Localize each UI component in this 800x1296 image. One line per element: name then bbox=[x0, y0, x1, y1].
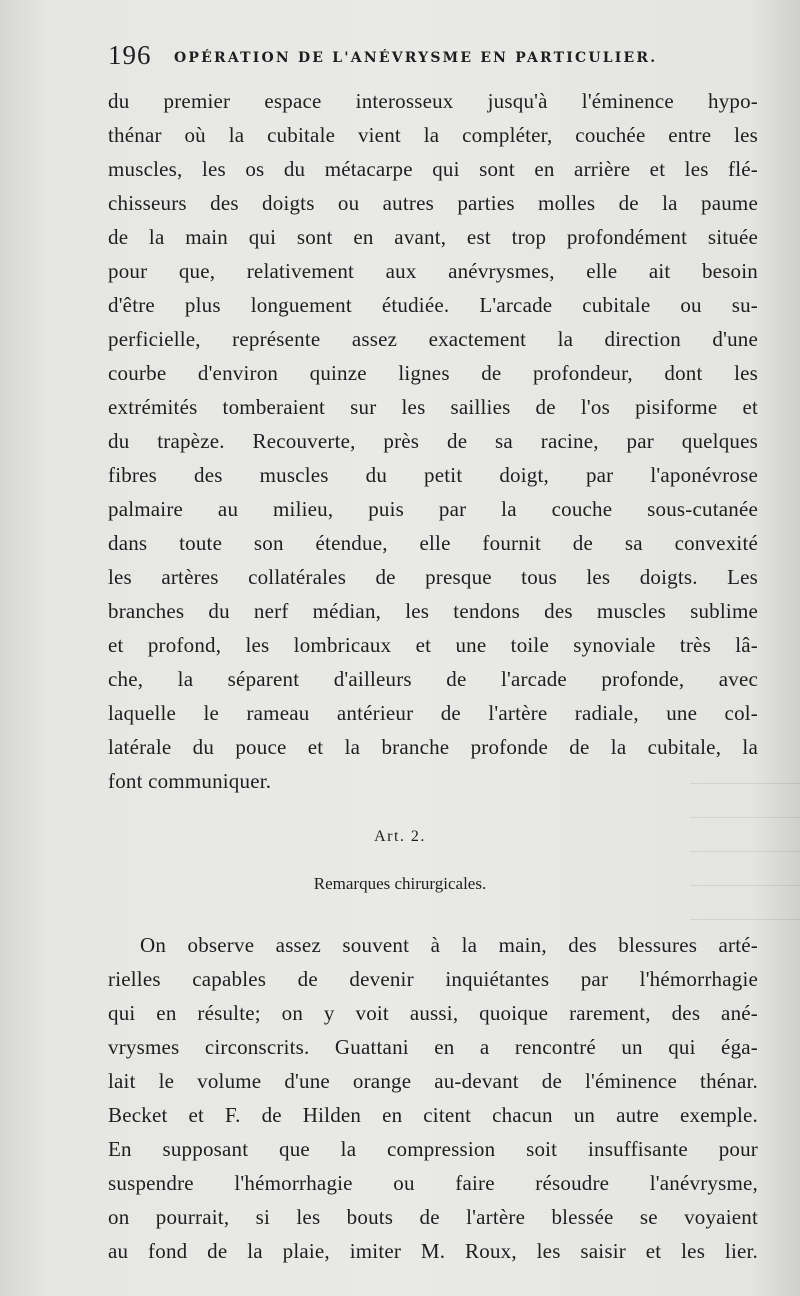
text-line: branches du nerf médian, les tendons des muscles sublime bbox=[108, 599, 758, 623]
running-head: OPÉRATION DE L'ANÉVRYSME EN PARTICULIER. bbox=[174, 50, 658, 66]
text-line: on pourrait, si les bouts de l'artère blessée se voyaient bbox=[108, 1205, 758, 1229]
text-line: muscles, les os du métacarpe qui sont en arrière et les flé- bbox=[108, 157, 758, 181]
paragraph-arcade-description bbox=[108, 84, 758, 798]
text-line: palmaire au milieu, puis par la couche sous-cutanée bbox=[108, 497, 758, 521]
text-line: les artères collatérales de presque tous les doigts. Les bbox=[108, 565, 758, 589]
text-line: du premier espace interosseux jusqu'à l'éminence hypo- bbox=[108, 89, 758, 113]
text-line: pour que, relativement aux anévrysmes, elle ait besoin bbox=[108, 259, 758, 283]
text-line: courbe d'environ quinze lignes de profondeur, dont les bbox=[108, 361, 758, 385]
text-line: Becket et F. de Hilden en citent chacun un autre exemple. bbox=[108, 1103, 758, 1127]
text-line: fibres des muscles du petit doigt, par l'aponévrose bbox=[108, 463, 758, 487]
text-line: suspendre l'hémorrhagie ou faire résoudre l'anévrysme, bbox=[108, 1171, 758, 1195]
text-line: laquelle le rameau antérieur de l'artère radiale, une col- bbox=[108, 701, 758, 725]
text-line: On observe assez souvent à la main, des blessures arté- bbox=[140, 933, 758, 957]
paragraph-surgical-remarks bbox=[108, 928, 758, 1268]
text-line: perficielle, représente assez exactement la direction d'une bbox=[108, 327, 758, 351]
text-line: lait le volume d'une orange au-devant de l'éminence thénar. bbox=[108, 1069, 758, 1093]
text-line: de la main qui sont en avant, est trop profondément située bbox=[108, 225, 758, 249]
text-line: chisseurs des doigts ou autres parties molles de la paume bbox=[108, 191, 758, 215]
article-number: Art. 2. bbox=[374, 828, 426, 845]
text-line: latérale du pouce et la branche profonde de la cubitale, la bbox=[108, 735, 758, 759]
text-line: thénar où la cubitale vient la compléter, couchée entre les bbox=[108, 123, 758, 147]
text-line: En supposant que la compression soit insuffisante pour bbox=[108, 1137, 758, 1161]
text-line: au fond de la plaie, imiter M. Roux, les saisir et les lier. bbox=[108, 1239, 758, 1263]
text-line: rielles capables de devenir inquiétantes par l'hémorrhagie bbox=[108, 967, 758, 991]
page-number: 196 bbox=[108, 40, 152, 70]
text-line: dans toute son étendue, elle fournit de sa convexité bbox=[108, 531, 758, 555]
text-line: vrysmes circonscrits. Guattani en a rencontré un qui éga- bbox=[108, 1035, 758, 1059]
section-title: Remarques chirurgicales. bbox=[313, 874, 487, 893]
text-line: du trapèze. Recouverte, près de sa racine, par quelques bbox=[108, 429, 758, 453]
text-line: et profond, les lombricaux et une toile synoviale très lâ- bbox=[108, 633, 758, 657]
text-line: qui en résulte; on y voit aussi, quoique rarement, des ané- bbox=[108, 1001, 758, 1025]
text-line: d'être plus longuement étudiée. L'arcade cubitale ou su- bbox=[108, 293, 758, 317]
text-line: font communiquer. bbox=[108, 769, 272, 793]
page-header bbox=[108, 40, 748, 76]
text-line: che, la séparent d'ailleurs de l'arcade profonde, avec bbox=[108, 667, 758, 691]
text-line: extrémités tomberaient sur les saillies de l'os pisiforme et bbox=[108, 395, 758, 419]
